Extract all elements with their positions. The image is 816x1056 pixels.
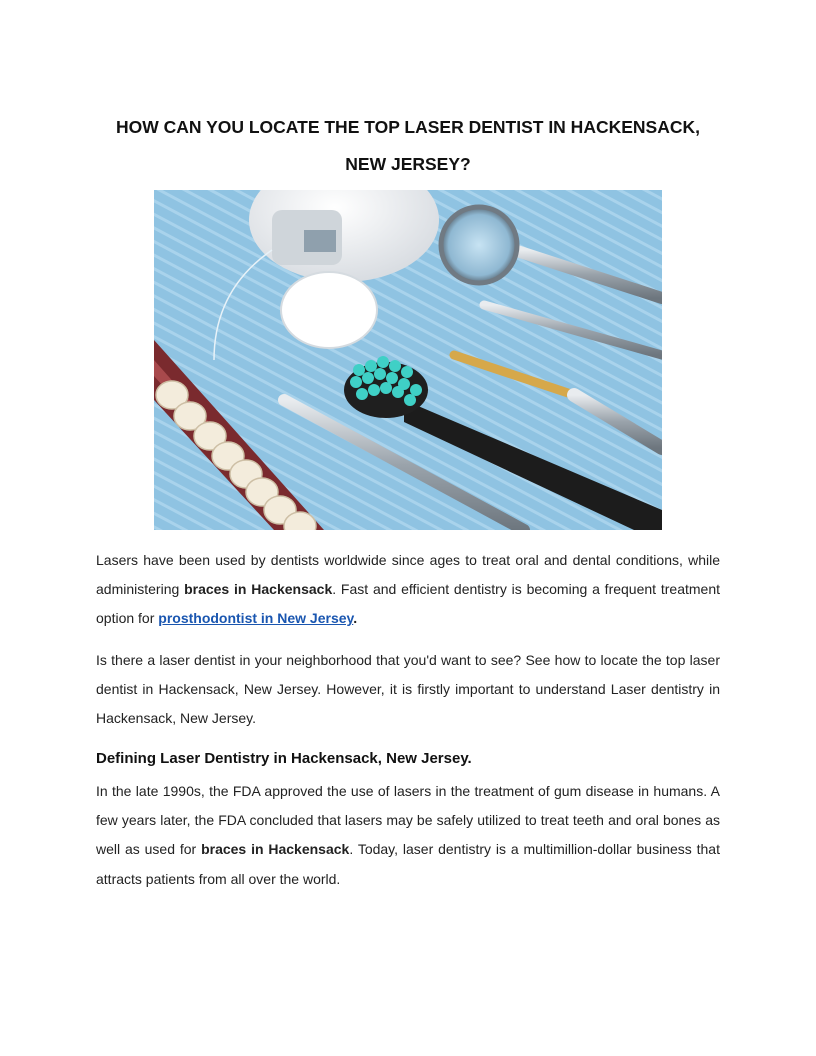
intro-text-1: Lasers have been used by dentists worldwide since ages to treat oral and dental conditions, while administering — [96, 552, 720, 598]
section-heading: Defining Laser Dentistry in Hackensack, New Jersey. — [96, 750, 472, 767]
document-title-line-2: NEW JERSEY? — [345, 154, 471, 174]
intro-text-2: . Fast and efficient dentistry is becoming a frequent treatment option for — [96, 581, 720, 627]
neighborhood-paragraph: Is there a laser dentist in your neighborhood that you'd want to see? See how to locate the top laser dentist in Hackensack, New Jersey. However, it is firstly important to understand Laser dentistry in Hackensack, New Jersey. — [96, 652, 720, 727]
fda-text-2: . Today, laser dentistry is a multimillion-dollar business that attracts patients from all over the world. — [96, 841, 720, 887]
braces-keyword: braces in Hackensack — [184, 581, 333, 598]
fda-paragraph — [96, 777, 720, 894]
intro-paragraph — [96, 546, 720, 634]
dental-tools-photo — [154, 190, 662, 530]
fda-text-1: In the late 1990s, the FDA approved the use of lasers in the treatment of gum disease in humans. A few years later, the FDA concluded that lasers may be safely utilized to treat teeth and oral bones as well as used for — [96, 783, 720, 858]
prosthodontist-link[interactable]: prosthodontist in New Jersey — [158, 610, 354, 627]
document-title-line-1: HOW CAN YOU LOCATE THE TOP LASER DENTIST IN HACKENSACK, — [115, 117, 700, 137]
braces-keyword-2: braces in Hackensack — [201, 841, 350, 858]
intro-text-3: . — [353, 610, 358, 627]
